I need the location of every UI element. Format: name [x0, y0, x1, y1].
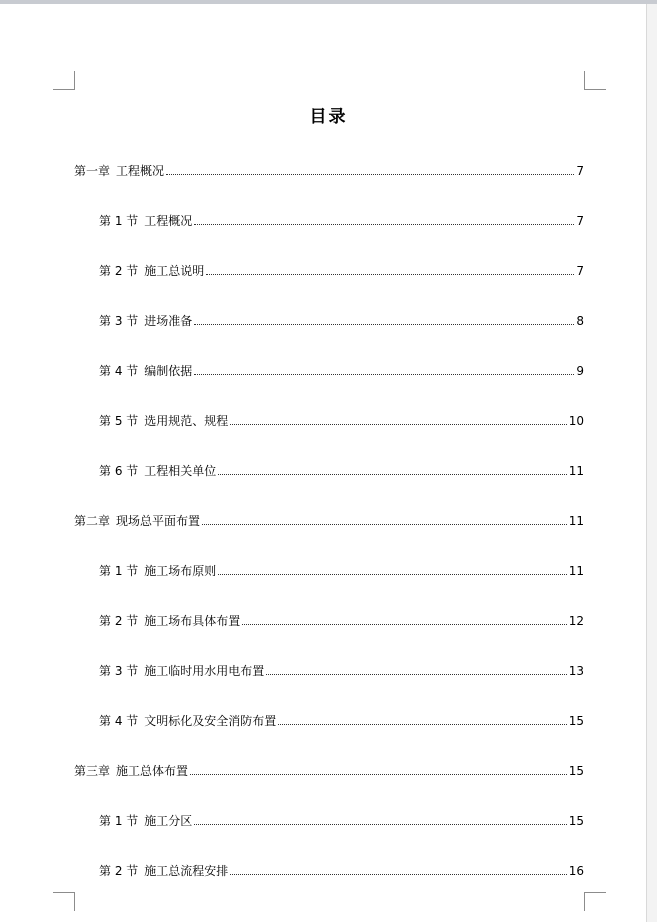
toc-dot-leader — [194, 823, 566, 825]
toc-dot-leader — [242, 623, 566, 625]
toc-dot-leader — [206, 273, 574, 275]
toc-page-number: 11 — [568, 564, 584, 578]
toc-entry-text: 施工场布原则 — [144, 564, 217, 578]
toc-entry-label — [74, 164, 164, 178]
toc-entry-number: 第 5 节 — [99, 414, 139, 428]
toc-page-number: 15 — [568, 814, 584, 828]
toc-section-entry[interactable] — [74, 554, 584, 578]
toc-entry-number: 第 4 节 — [99, 364, 139, 378]
toc-section-entry[interactable] — [74, 404, 584, 428]
toc-entry-label — [99, 714, 276, 728]
toc-entry-text: 施工临时用水用电布置 — [144, 664, 265, 678]
toc-section-entry[interactable] — [74, 604, 584, 628]
toc-entry-number: 第 1 节 — [99, 814, 139, 828]
table-of-contents — [74, 154, 584, 904]
toc-page-number: 11 — [568, 514, 584, 528]
toc-section-entry[interactable] — [74, 204, 584, 228]
toc-entry-text: 进场准备 — [144, 314, 193, 328]
toc-entry-label — [99, 564, 216, 578]
toc-entry-text: 施工分区 — [144, 814, 193, 828]
toc-entry-number: 第 3 节 — [99, 664, 139, 678]
toc-section-entry[interactable] — [74, 354, 584, 378]
toc-chapter-entry[interactable] — [74, 504, 584, 528]
toc-page-number: 16 — [568, 864, 584, 878]
toc-entry-label — [99, 614, 240, 628]
toc-page-number: 15 — [568, 764, 584, 778]
toc-entry-label — [99, 264, 204, 278]
toc-section-entry[interactable] — [74, 804, 584, 828]
toc-entry-number: 第 4 节 — [99, 714, 139, 728]
toc-page-number: 7 — [576, 264, 584, 278]
toc-entry-text: 编制依据 — [144, 364, 193, 378]
toc-dot-leader — [218, 473, 566, 475]
toc-entry-label — [99, 214, 192, 228]
toc-page-number: 11 — [568, 464, 584, 478]
toc-page-number: 10 — [568, 414, 584, 428]
toc-entry-label — [99, 464, 216, 478]
toc-chapter-entry[interactable] — [74, 754, 584, 778]
toc-entry-label — [99, 664, 264, 678]
toc-entry-label — [74, 514, 200, 528]
toc-entry-number: 第 1 节 — [99, 564, 139, 578]
toc-dot-leader — [278, 723, 566, 725]
toc-page-number: 13 — [568, 664, 584, 678]
toc-entry-number: 第 6 节 — [99, 464, 139, 478]
toc-section-entry[interactable] — [74, 854, 584, 878]
toc-entry-number: 第 2 节 — [99, 614, 139, 628]
toc-entry-number: 第三章 — [74, 764, 111, 778]
toc-section-entry[interactable] — [74, 654, 584, 678]
toc-page-number: 15 — [568, 714, 584, 728]
margin-corner-mark-bottom-left — [53, 892, 75, 911]
toc-entry-text: 文明标化及安全消防布置 — [144, 714, 277, 728]
toc-entry-label — [99, 864, 228, 878]
toc-section-entry[interactable] — [74, 254, 584, 278]
toc-entry-text: 工程概况 — [116, 164, 165, 178]
toc-entry-number: 第 3 节 — [99, 314, 139, 328]
toc-dot-leader — [166, 173, 574, 175]
toc-entry-label — [99, 314, 192, 328]
toc-entry-label — [99, 414, 228, 428]
toc-dot-leader — [194, 223, 574, 225]
toc-section-entry[interactable] — [74, 704, 584, 728]
toc-entry-text: 施工场布具体布置 — [144, 614, 241, 628]
toc-entry-number: 第 1 节 — [99, 214, 139, 228]
toc-dot-leader — [230, 423, 566, 425]
toc-page-number: 8 — [576, 314, 584, 328]
toc-dot-leader — [190, 773, 567, 775]
toc-entry-label — [99, 364, 192, 378]
toc-entry-number: 第二章 — [74, 514, 111, 528]
margin-corner-mark-top-right — [584, 71, 606, 90]
margin-corner-mark-bottom-right — [584, 892, 606, 911]
toc-entry-label — [99, 814, 192, 828]
toc-section-entry[interactable] — [74, 454, 584, 478]
toc-chapter-entry[interactable] — [74, 154, 584, 178]
toc-entry-number: 第 2 节 — [99, 264, 139, 278]
toc-entry-number: 第 2 节 — [99, 864, 139, 878]
window-top-border — [0, 0, 657, 4]
toc-entry-text: 施工总流程安排 — [144, 864, 229, 878]
toc-dot-leader — [266, 673, 566, 675]
toc-entry-label — [74, 764, 188, 778]
toc-page-number: 9 — [576, 364, 584, 378]
toc-entry-text: 选用规范、规程 — [144, 414, 229, 428]
toc-page-number: 12 — [568, 614, 584, 628]
toc-page-number: 7 — [576, 164, 584, 178]
toc-page-number: 7 — [576, 214, 584, 228]
toc-entry-text: 施工总说明 — [144, 264, 205, 278]
toc-title: 目录 — [309, 107, 348, 127]
vertical-scrollbar[interactable] — [646, 4, 657, 922]
toc-dot-leader — [230, 873, 566, 875]
toc-entry-number: 第一章 — [74, 164, 111, 178]
toc-dot-leader — [194, 323, 574, 325]
margin-corner-mark-top-left — [53, 71, 75, 90]
toc-section-entry[interactable] — [74, 304, 584, 328]
toc-dot-leader — [202, 523, 567, 525]
toc-entry-text: 工程概况 — [144, 214, 193, 228]
toc-entry-text: 现场总平面布置 — [116, 514, 201, 528]
toc-entry-text: 施工总体布置 — [116, 764, 189, 778]
toc-dot-leader — [218, 573, 566, 575]
toc-entry-text: 工程相关单位 — [144, 464, 217, 478]
toc-dot-leader — [194, 373, 574, 375]
